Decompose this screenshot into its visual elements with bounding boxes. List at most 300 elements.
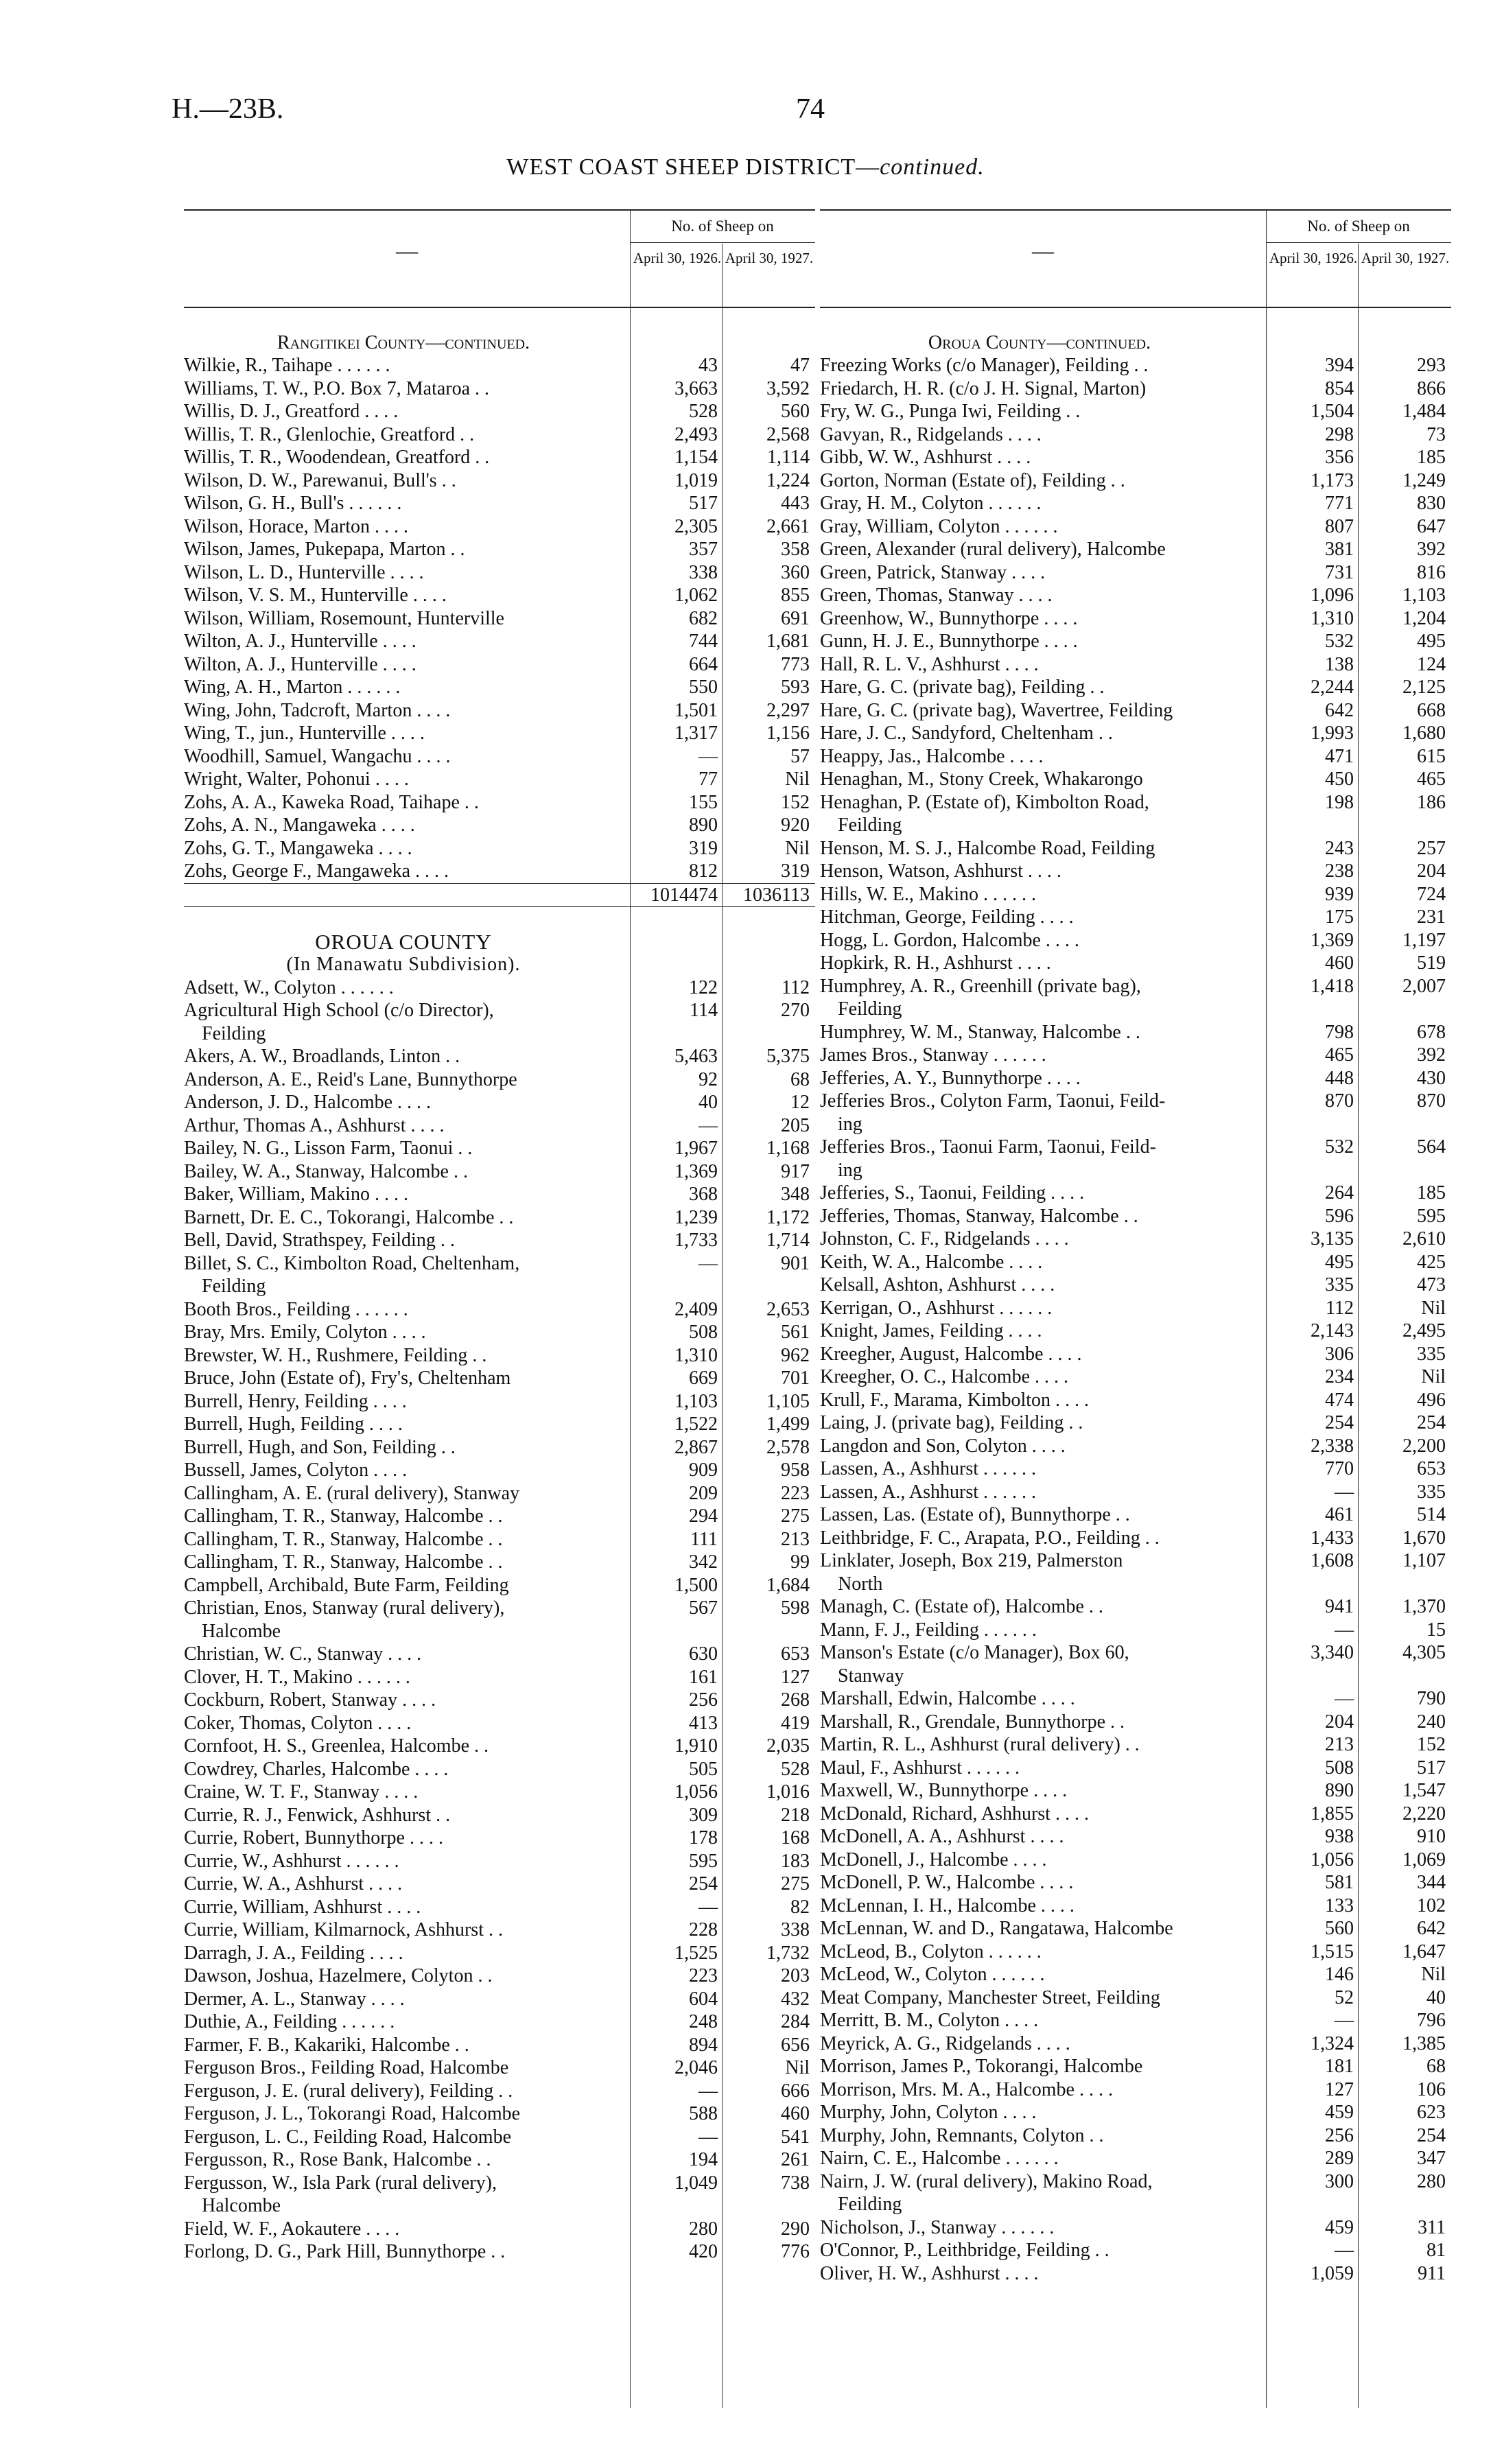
owner-name: Duthie, A., Feilding . . . . . . xyxy=(184,2011,395,2032)
owner-name: Willis, D. J., Greatford . . . . xyxy=(184,401,399,422)
sheep-1926: 560 xyxy=(1325,1918,1354,1939)
table-row xyxy=(820,1090,1451,1113)
sheep-1927: 773 xyxy=(781,653,810,675)
sheep-1927: 1,547 xyxy=(1402,1780,1446,1801)
sheep-1926: 161 xyxy=(689,1666,718,1688)
table-row xyxy=(820,2124,1451,2148)
owner-name: Wilton, A. J., Hunterville . . . . xyxy=(184,653,416,675)
owner-name: Booth Bros., Feilding . . . . . . xyxy=(184,1298,408,1320)
owner-name: Laing, J. (private bag), Feilding . . xyxy=(820,1412,1083,1433)
owner-name: Jefferies Bros., Taonui Farm, Taonui, Feild- xyxy=(820,1136,1156,1158)
owner-name: Agricultural High School (c/o Director), xyxy=(184,1000,494,1021)
sheep-1926: 1,056 xyxy=(674,1781,718,1803)
name-column-header: — xyxy=(396,238,418,263)
table-row xyxy=(184,2034,815,2057)
owner-name: Akers, A. W., Broadlands, Linton . . xyxy=(184,1046,460,1067)
owner-name: Ferguson Bros., Feilding Road, Halcombe xyxy=(184,2057,509,2078)
table-row xyxy=(184,814,815,837)
owner-name: Humphrey, A. R., Greenhill (private bag), xyxy=(820,975,1141,997)
table-row xyxy=(184,2218,815,2241)
owner-name: Callingham, T. R., Stanway, Halcombe . . xyxy=(184,1528,503,1550)
sheep-1927: 514 xyxy=(1417,1504,1446,1525)
table-row xyxy=(184,1137,815,1160)
table-row xyxy=(820,538,1451,561)
owner-name: Feilding xyxy=(202,1022,266,1044)
owner-name: Brewster, W. H., Rushmere, Feilding . . xyxy=(184,1344,487,1366)
sheep-1926: 111 xyxy=(690,1528,718,1550)
sheep-1927: 81 xyxy=(1427,2240,1446,2261)
owner-name: Wilson, James, Pukepapa, Marton . . xyxy=(184,539,465,560)
owner-name: Zohs, A. A., Kaweka Road, Taihape . . xyxy=(184,791,479,813)
sheep-1927: 124 xyxy=(1417,653,1446,675)
owner-name: Zohs, G. T., Mangaweka . . . . xyxy=(184,837,412,859)
sheep-1926: 894 xyxy=(689,2034,718,2056)
sheep-1926: 890 xyxy=(689,814,718,836)
owner-name: North xyxy=(838,1573,883,1595)
sheep-1927: 920 xyxy=(781,814,810,836)
sheep-1927: 392 xyxy=(1417,1044,1446,1066)
sheep-1927: 647 xyxy=(1417,515,1446,537)
owner-name: Darragh, J. A., Feilding . . . . xyxy=(184,1942,403,1964)
table-row xyxy=(820,929,1451,952)
table-row xyxy=(820,1435,1451,1458)
owner-name: Christian, Enos, Stanway (rural delivery), xyxy=(184,1597,505,1619)
sheep-1927: 1,016 xyxy=(766,1781,810,1803)
owner-name: Farmer, F. B., Kakariki, Halcombe . . xyxy=(184,2034,469,2056)
sheep-1926: 450 xyxy=(1325,768,1354,790)
sheep-1926: 770 xyxy=(1325,1458,1354,1479)
sheep-1927: 666 xyxy=(781,2080,810,2102)
sheep-1927: 275 xyxy=(781,1505,810,1527)
owner-name: Wilson, Horace, Marton . . . . xyxy=(184,515,409,537)
owner-name: Gorton, Norman (Estate of), Feilding . . xyxy=(820,469,1125,491)
owner-name: McDonell, J., Halcombe . . . . xyxy=(820,1849,1047,1870)
sheep-1927: 701 xyxy=(781,1368,810,1389)
sheep-1926: 1,608 xyxy=(1311,1550,1354,1571)
table-row xyxy=(184,1367,815,1390)
sheep-1927: 595 xyxy=(1417,1205,1446,1227)
sheep-1927: 1,107 xyxy=(1402,1550,1446,1571)
sheep-1927: 911 xyxy=(1418,2262,1446,2284)
sheep-1927: 691 xyxy=(781,607,810,629)
sheep-1926: 1,967 xyxy=(674,1138,718,1159)
sheep-1926: 508 xyxy=(689,1322,718,1343)
owner-name: Krull, F., Marama, Kimbolton . . . . xyxy=(820,1389,1090,1411)
sheep-1927: 284 xyxy=(781,2011,810,2032)
owner-name: McDonald, Richard, Ashhurst . . . . xyxy=(820,1803,1089,1824)
table-row xyxy=(184,1206,815,1230)
owner-name: Murphy, John, Colyton . . . . xyxy=(820,2102,1037,2123)
table-row xyxy=(820,2239,1451,2262)
sheep-1926: 254 xyxy=(689,1873,718,1894)
table-row xyxy=(184,377,815,401)
owner-name: Burrell, Hugh, and Son, Feilding . . xyxy=(184,1436,456,1458)
owner-name: Gunn, H. J. E., Bunnythorpe . . . . xyxy=(820,631,1078,652)
table-row xyxy=(820,883,1451,906)
owner-name: McLennan, W. and D., Rangatawa, Halcombe xyxy=(820,1918,1173,1939)
table-row xyxy=(184,1229,815,1252)
sheep-1927: Nil xyxy=(1421,1964,1446,1985)
owner-name: Zohs, A. N., Mangaweka . . . . xyxy=(184,814,415,836)
sheep-1927: 213 xyxy=(781,1528,810,1550)
table-row xyxy=(184,1689,815,1712)
table-row xyxy=(184,2080,815,2103)
sheep-1927: 268 xyxy=(781,1689,810,1711)
sheep-1926: 1,500 xyxy=(674,1574,718,1596)
owner-name: Feilding xyxy=(202,1276,266,1297)
owner-name: Cowdrey, Charles, Halcombe . . . . xyxy=(184,1758,449,1780)
table-row xyxy=(184,653,815,677)
sheep-1927: 425 xyxy=(1417,1251,1446,1273)
owner-name: Ferguson, L. C., Feilding Road, Halcombe xyxy=(184,2126,511,2148)
table-row xyxy=(820,1274,1451,1297)
left-table-body xyxy=(184,308,815,2264)
sheep-1926: 204 xyxy=(1325,1711,1354,1733)
sheep-1926: 664 xyxy=(689,653,718,675)
sheep-1926: 198 xyxy=(1325,791,1354,813)
table-row xyxy=(184,469,815,493)
sheep-1927: 738 xyxy=(781,2172,810,2194)
sheep-1927: 152 xyxy=(781,791,810,813)
sheep-1926: — xyxy=(1335,2010,1354,2031)
sheep-1927: 866 xyxy=(1417,377,1446,399)
owner-name: Hopkirk, R. H., Ashhurst . . . . xyxy=(820,952,1051,974)
table-row xyxy=(184,699,815,723)
sheep-1926: 528 xyxy=(689,401,718,422)
sheep-1927: 1,370 xyxy=(1402,1596,1446,1617)
sheep-1927: 2,568 xyxy=(766,423,810,445)
total-1926: 1014474 xyxy=(650,884,718,906)
sheep-1926: 1,173 xyxy=(1311,469,1354,491)
sheep-1926: 127 xyxy=(1325,2078,1354,2100)
owner-name: Wilson, D. W., Parewanui, Bull's . . xyxy=(184,469,456,491)
table-row xyxy=(184,561,815,585)
owner-name: Lassen, A., Ashhurst . . . . . . xyxy=(820,1481,1036,1503)
owner-name: Knight, James, Feilding . . . . xyxy=(820,1320,1042,1341)
sheep-1926: 890 xyxy=(1325,1780,1354,1801)
table-row xyxy=(820,1711,1451,1734)
sheep-1927: 254 xyxy=(1417,1412,1446,1433)
table-row xyxy=(820,2170,1451,2194)
sheep-1927: 2,297 xyxy=(766,699,810,721)
sheep-1926: 77 xyxy=(698,768,718,790)
sheep-1927: 790 xyxy=(1417,1688,1446,1709)
sheep-1926: 3,340 xyxy=(1311,1642,1354,1663)
table-row xyxy=(820,722,1451,745)
table-row xyxy=(184,1045,815,1068)
sheep-1927: Nil xyxy=(785,2057,810,2078)
sheep-1926: 938 xyxy=(1325,1826,1354,1847)
owner-name: Friedarch, H. R. (c/o J. H. Signal, Marton) xyxy=(820,377,1147,399)
sheep-1927: 910 xyxy=(1417,1826,1446,1847)
owner-name: Managh, C. (Estate of), Halcombe . . xyxy=(820,1596,1103,1617)
table-row xyxy=(184,1413,815,1436)
owner-name: Humphrey, W. M., Stanway, Halcombe . . xyxy=(820,1021,1140,1043)
sheep-1927: 319 xyxy=(781,860,810,882)
sheep-1926: 474 xyxy=(1325,1389,1354,1411)
sheep-1927: 901 xyxy=(781,1252,810,1274)
table-row xyxy=(820,2147,1451,2170)
sheep-1926: 1,239 xyxy=(674,1206,718,1228)
sheep-1926: 112 xyxy=(1326,1297,1354,1319)
sheep-1927: 1,105 xyxy=(766,1390,810,1412)
owner-name: Marshall, R., Grendale, Bunnythorpe . . xyxy=(820,1711,1125,1733)
sheep-1927: 1,114 xyxy=(767,447,810,468)
owner-name: Wilson, V. S. M., Hunterville . . . . xyxy=(184,585,447,606)
table-row xyxy=(820,1527,1451,1550)
owner-name: Halcombe xyxy=(202,2195,281,2216)
col-1926-header: April 30, 1926. xyxy=(633,250,722,266)
owner-name: McLeod, W., Colyton . . . . . . xyxy=(820,1964,1045,1985)
table-row xyxy=(184,1620,815,1643)
table-row xyxy=(820,446,1451,469)
owner-name: Green, Alexander (rural delivery), Halcombe xyxy=(820,539,1166,560)
sheep-1926: 300 xyxy=(1325,2170,1354,2192)
sheep-1926: 596 xyxy=(1325,1205,1354,1227)
sheep-1926: 43 xyxy=(698,355,718,376)
sheep-1927: 623 xyxy=(1417,2102,1446,2123)
sheep-1927: 280 xyxy=(1417,2170,1446,2192)
sheep-1926: 1,317 xyxy=(674,723,718,744)
owner-name: Hills, W. E., Makino . . . . . . xyxy=(820,883,1037,905)
table-row xyxy=(820,1481,1451,1504)
table-row xyxy=(820,1319,1451,1343)
sheep-count-group-header: No. of Sheep on xyxy=(1266,218,1451,243)
sheep-1926: 234 xyxy=(1325,1366,1354,1387)
sheep-1926: — xyxy=(1335,1688,1354,1709)
sheep-1927: 231 xyxy=(1417,906,1446,928)
sheep-1927: 5,375 xyxy=(766,1046,810,1067)
sheep-1927: 917 xyxy=(781,1160,810,1182)
table-row xyxy=(184,1551,815,1574)
sheep-1927: 203 xyxy=(781,1965,810,1986)
table-row xyxy=(184,492,815,515)
sheep-1926: 1,019 xyxy=(674,469,718,491)
sheep-1927: 598 xyxy=(781,1597,810,1619)
owner-name: Forlong, D. G., Park Hill, Bunnythorpe . . xyxy=(184,2241,506,2262)
sheep-1926: 2,143 xyxy=(1311,1320,1354,1341)
sheep-1926: 870 xyxy=(1325,1090,1354,1112)
sheep-1926: 1,056 xyxy=(1311,1849,1354,1870)
sheep-1927: 855 xyxy=(781,585,810,606)
sheep-1926: 40 xyxy=(698,1092,718,1113)
sheep-1927: 2,610 xyxy=(1402,1228,1446,1249)
owner-name: Callingham, A. E. (rural delivery), Stanway xyxy=(184,1482,520,1504)
sheep-1926: 228 xyxy=(689,1919,718,1940)
owner-name: Morrison, James P., Tokorangi, Halcombe xyxy=(820,2056,1143,2077)
table-row xyxy=(184,1597,815,1620)
table-row xyxy=(184,400,815,423)
owner-name: Callingham, T. R., Stanway, Halcombe . . xyxy=(184,1505,503,1527)
sheep-1926: 744 xyxy=(689,631,718,652)
sheep-1926: — xyxy=(1335,2240,1354,2261)
sheep-1926: 342 xyxy=(689,1551,718,1573)
sheep-1927: 99 xyxy=(790,1551,810,1573)
sheep-1927: 1,168 xyxy=(766,1138,810,1159)
table-row xyxy=(820,906,1451,929)
owner-name: Wilton, A. J., Hunterville . . . . xyxy=(184,631,416,652)
sheep-1927: 347 xyxy=(1417,2148,1446,2169)
sheep-1926: 178 xyxy=(689,1827,718,1849)
sheep-1927: 1,197 xyxy=(1402,929,1446,951)
owner-name: Field, W. F., Aokautere . . . . xyxy=(184,2218,400,2240)
table-row xyxy=(820,768,1451,791)
sheep-1926: 114 xyxy=(690,1000,718,1021)
sheep-1926: — xyxy=(698,1896,718,1918)
table-row xyxy=(820,1182,1451,1205)
sheep-1927: 1,204 xyxy=(1402,607,1446,629)
sheep-1927: 1,499 xyxy=(766,1413,810,1435)
owner-name: Billet, S. C., Kimbolton Road, Cheltenham, xyxy=(184,1252,520,1274)
sheep-1927: 678 xyxy=(1417,1021,1446,1043)
page-number: 74 xyxy=(796,93,825,125)
sheep-1927: 4,305 xyxy=(1402,1642,1446,1663)
table-row xyxy=(184,1735,815,1758)
owner-name: Christian, W. C., Stanway . . . . xyxy=(184,1643,422,1665)
owner-name: Henaghan, P. (Estate of), Kimbolton Road, xyxy=(820,791,1149,813)
sheep-1927: 73 xyxy=(1427,423,1446,445)
table-row xyxy=(820,630,1451,653)
table-row xyxy=(820,699,1451,723)
sheep-1926: 238 xyxy=(1325,860,1354,882)
sheep-1926: 1,418 xyxy=(1311,975,1354,997)
sheep-1926: 642 xyxy=(1325,699,1354,721)
section-heading-oroua: OROUA COUNTY xyxy=(315,930,492,953)
table-row xyxy=(184,976,815,1000)
sheep-1927: 2,661 xyxy=(766,515,810,537)
table-row xyxy=(820,1825,1451,1849)
sheep-1926: 939 xyxy=(1325,883,1354,905)
sheep-1927: 962 xyxy=(781,1344,810,1366)
sheep-1926: 381 xyxy=(1325,539,1354,560)
sheep-1926: 280 xyxy=(689,2218,718,2240)
table-row xyxy=(184,1781,815,1804)
owner-name: Greenhow, W., Bunnythorpe . . . . xyxy=(820,607,1078,629)
table-row xyxy=(820,1665,1451,1688)
owner-name: Green, Thomas, Stanway . . . . xyxy=(820,585,1053,606)
sheep-1926: 1,096 xyxy=(1311,585,1354,606)
owner-name: Campbell, Archibald, Bute Farm, Feilding xyxy=(184,1574,509,1596)
owner-name: Wilson, L. D., Hunterville . . . . xyxy=(184,561,424,583)
table-row xyxy=(184,1919,815,1942)
sheep-1927: 127 xyxy=(781,1666,810,1688)
table-row xyxy=(184,1252,815,1276)
sheep-1926: 459 xyxy=(1325,2216,1354,2238)
sheep-1927: 2,007 xyxy=(1402,975,1446,997)
table-row xyxy=(820,1733,1451,1757)
sheep-1926: 517 xyxy=(689,493,718,514)
owner-name: Adsett, W., Colyton . . . . . . xyxy=(184,976,394,998)
owner-name: Currie, William, Kilmarnock, Ashhurst . . xyxy=(184,1919,503,1940)
table-row xyxy=(820,1205,1451,1228)
sheep-1926: 1,103 xyxy=(674,1390,718,1412)
table-row xyxy=(820,1963,1451,1986)
table-row xyxy=(184,1022,815,1046)
sheep-1927: 564 xyxy=(1417,1136,1446,1158)
sheep-1927: 1,732 xyxy=(766,1942,810,1964)
owner-name: McLennan, I. H., Halcombe . . . . xyxy=(820,1894,1075,1916)
sheep-1927: 419 xyxy=(781,1712,810,1734)
owner-name: Willis, T. R., Glenlochie, Greatford . . xyxy=(184,423,475,445)
owner-name: Wing, A. H., Marton . . . . . . xyxy=(184,677,401,698)
sheep-1926: 122 xyxy=(689,976,718,998)
table-row xyxy=(184,446,815,469)
table-row xyxy=(820,1044,1451,1067)
col-1927-header: April 30, 1927. xyxy=(1361,250,1450,266)
table-row xyxy=(820,860,1451,883)
owner-name: Meat Company, Manchester Street, Feilding xyxy=(820,1986,1160,2008)
table-row xyxy=(820,354,1451,377)
sheep-1926: 669 xyxy=(689,1368,718,1389)
table-row xyxy=(184,1505,815,1528)
sheep-1926: 1,993 xyxy=(1311,723,1354,744)
owner-name: Nairn, C. E., Halcombe . . . . . . xyxy=(820,2148,1059,2169)
table-row xyxy=(820,1297,1451,1320)
table-row xyxy=(820,1136,1451,1159)
sheep-1926: 175 xyxy=(1325,906,1354,928)
sheep-1927: 1,681 xyxy=(766,631,810,652)
sheep-1927: Nil xyxy=(1421,1297,1446,1319)
sheep-1927: 443 xyxy=(781,493,810,514)
sheep-1926: 155 xyxy=(689,791,718,813)
sheep-1927: 724 xyxy=(1417,883,1446,905)
sheep-1926: 5,463 xyxy=(674,1046,718,1067)
sheep-1926: 146 xyxy=(1325,1964,1354,1985)
owner-name: ing xyxy=(838,1159,862,1181)
table-row xyxy=(184,2240,815,2264)
sheep-1927: 528 xyxy=(781,1758,810,1780)
owner-name: Currie, W., Ashhurst . . . . . . xyxy=(184,1850,399,1872)
sheep-1926: 460 xyxy=(1325,952,1354,974)
owner-name: Feilding xyxy=(838,998,902,1020)
right-table-header xyxy=(820,209,1451,308)
owner-name: Kelsall, Ashton, Ashhurst . . . . xyxy=(820,1274,1055,1295)
table-row xyxy=(184,768,815,791)
table-row xyxy=(184,676,815,699)
table-row xyxy=(184,1804,815,1827)
sheep-1926: 133 xyxy=(1325,1894,1354,1916)
table-row xyxy=(820,2032,1451,2056)
owner-name: O'Connor, P., Leithbridge, Feilding . . xyxy=(820,2240,1110,2261)
sheep-1926: 2,305 xyxy=(674,515,718,537)
sheep-1926: 2,409 xyxy=(674,1298,718,1320)
sheep-1927: Nil xyxy=(785,768,810,790)
sheep-1926: 682 xyxy=(689,607,718,629)
sheep-1927: 1,684 xyxy=(766,1574,810,1596)
sheep-1926: 807 xyxy=(1325,515,1354,537)
sheep-1927: 152 xyxy=(1417,1734,1446,1755)
sheep-1927: 816 xyxy=(1417,561,1446,583)
sheep-1926: 298 xyxy=(1325,423,1354,445)
table-row xyxy=(184,607,815,631)
left-table-header xyxy=(184,209,815,308)
sheep-1927: 102 xyxy=(1417,1894,1446,1916)
owner-name: Maxwell, W., Bunnythorpe . . . . xyxy=(820,1780,1068,1801)
sheep-1926: 92 xyxy=(698,1068,718,1090)
table-row xyxy=(820,561,1451,585)
sheep-1926: 1,733 xyxy=(674,1230,718,1251)
owner-name: Currie, R. J., Fenwick, Ashhurst . . xyxy=(184,1804,451,1826)
owner-name: Henaghan, M., Stony Creek, Whakarongo xyxy=(820,768,1143,790)
owner-name: Gray, William, Colyton . . . . . . xyxy=(820,515,1058,537)
sheep-1926: 1,501 xyxy=(674,699,718,721)
owner-name: Fergusson, W., Isla Park (rural delivery), xyxy=(184,2172,497,2194)
table-row xyxy=(820,1595,1451,1619)
owner-name: Bailey, W. A., Stanway, Halcombe . . xyxy=(184,1160,468,1182)
table-row xyxy=(184,630,815,653)
owner-name: Maul, F., Ashhurst . . . . . . xyxy=(820,1757,1020,1779)
sheep-1927: 430 xyxy=(1417,1067,1446,1089)
